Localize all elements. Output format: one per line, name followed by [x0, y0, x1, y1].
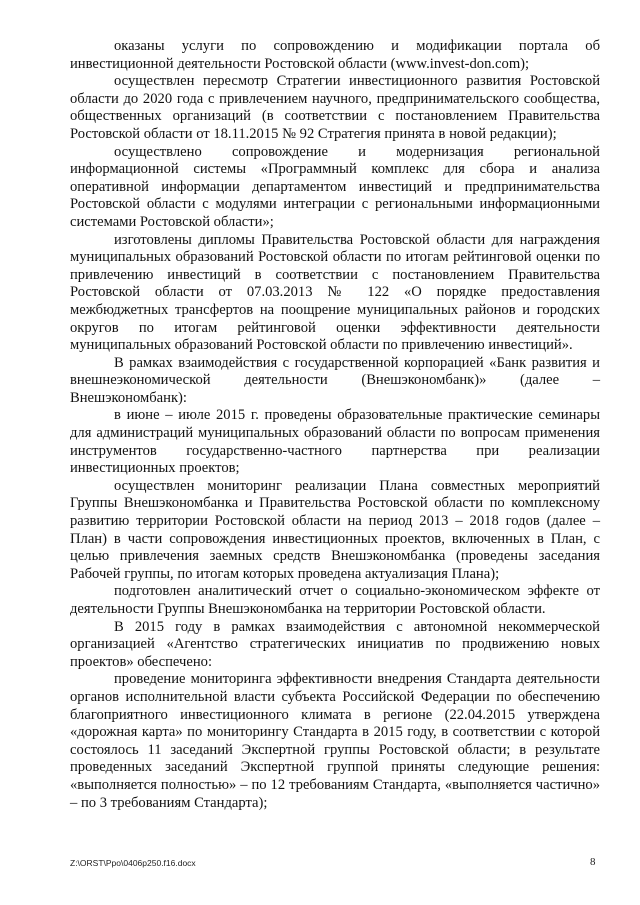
paragraph-asi-intro: В 2015 году в рамках взаимодействия с автономной некоммерческой организацией «Агентство стратегических инициатив по продвижению новых проектов» обеспечено: — [70, 618, 600, 670]
paragraph-strategy-revision: осуществлен пересмотр Стратегии инвестиционного развития Ростовской области до 2020 года с привлечением научного, предпринимательского сообщества, общественных организаций (в соответствии с постановлением Правительства Ростовской области от 18.11.2015 № 92 Стратегия принята в новой редакции); — [70, 73, 600, 142]
paragraph-standard-monitoring: проведение мониторинга эффективности внедрения Стандарта деятельности органов исполнительной власти субъекта Российской Федерации по обеспечению благоприятного инвестиционного климата в регионе (22.04.2015 утверждена «дорожная карта» по мониторингу Стандарта в 2015 году, в соответствии с которой состоялось 11 заседаний Экспертной группы Ростовской области; в результате проведенных заседаний Экспертной группой приняты следующие решения: «выполняется полностью» – по 12 требованиям Стандарта, «выполняется частично» – по 3 требованиям Стандарта); — [70, 671, 600, 811]
paragraph-seminars: в июне – июле 2015 г. проведены образовательные практические семинары для администраций муниципальных образований области по вопросам применения инструментов государственно-частного партнерства при реализации инвестиционных проектов; — [70, 407, 600, 477]
paragraph-portal-services: оказаны услуги по сопровождению и модификации портала об инвестиционной деятельности Ростовской области (www.invest-don.com); — [70, 38, 600, 72]
paragraph-veb-intro: В рамках взаимодействия с государственной корпорацией «Банк развития и внешнеэкономической деятельности (Внешэкономбанк)» (далее – Внешэкономбанк): — [70, 354, 600, 406]
page-number: 8 — [590, 856, 596, 868]
footer-file-path: Z:\ORST\Ppo\0406p250.f16.docx — [70, 858, 196, 868]
document-body — [70, 38, 600, 812]
paragraph-information-system: осуществлено сопровождение и модернизация региональной информационной системы «Программный комплекс для сбора и анализа оперативной информации департаментом инвестиций и предпринимательства Ростовской области с модулями интеграции с региональными информационными системами Ростовской области»; — [70, 143, 600, 230]
paragraph-diplomas: изготовлены дипломы Правительства Ростовской области для награждения муниципальных образований Ростовской области по итогам рейтинговой оценки по привлечению инвестиций в соответствии с постановлением Правительства Ростовской области от 07.03.2013 № 122 «О порядке предоставления межбюджетных трансфертов на поощрение муниципальных районов и городских округов по итогам рейтинговой оценки эффективности деятельности муниципальных образований Ростовской области по привлечению инвестиций». — [70, 231, 600, 354]
paragraph-plan-monitoring: осуществлен мониторинг реализации Плана совместных мероприятий Группы Внешэкономбанка и Правительства Ростовской области по комплексному развитию территории Ростовской области на период 2013 – 2018 годов (далее – План) в части сопровождения инвестиционных проектов, включенных в План, с целью привлечения заемных средств Внешэкономбанка (проведены заседания Рабочей группы, по итогам которых проведена актуализация Плана); — [70, 477, 600, 582]
paragraph-analytical-report: подготовлен аналитический отчет о социально-экономическом эффекте от деятельности Группы Внешэкономбанка на территории Ростовской области. — [70, 583, 600, 617]
